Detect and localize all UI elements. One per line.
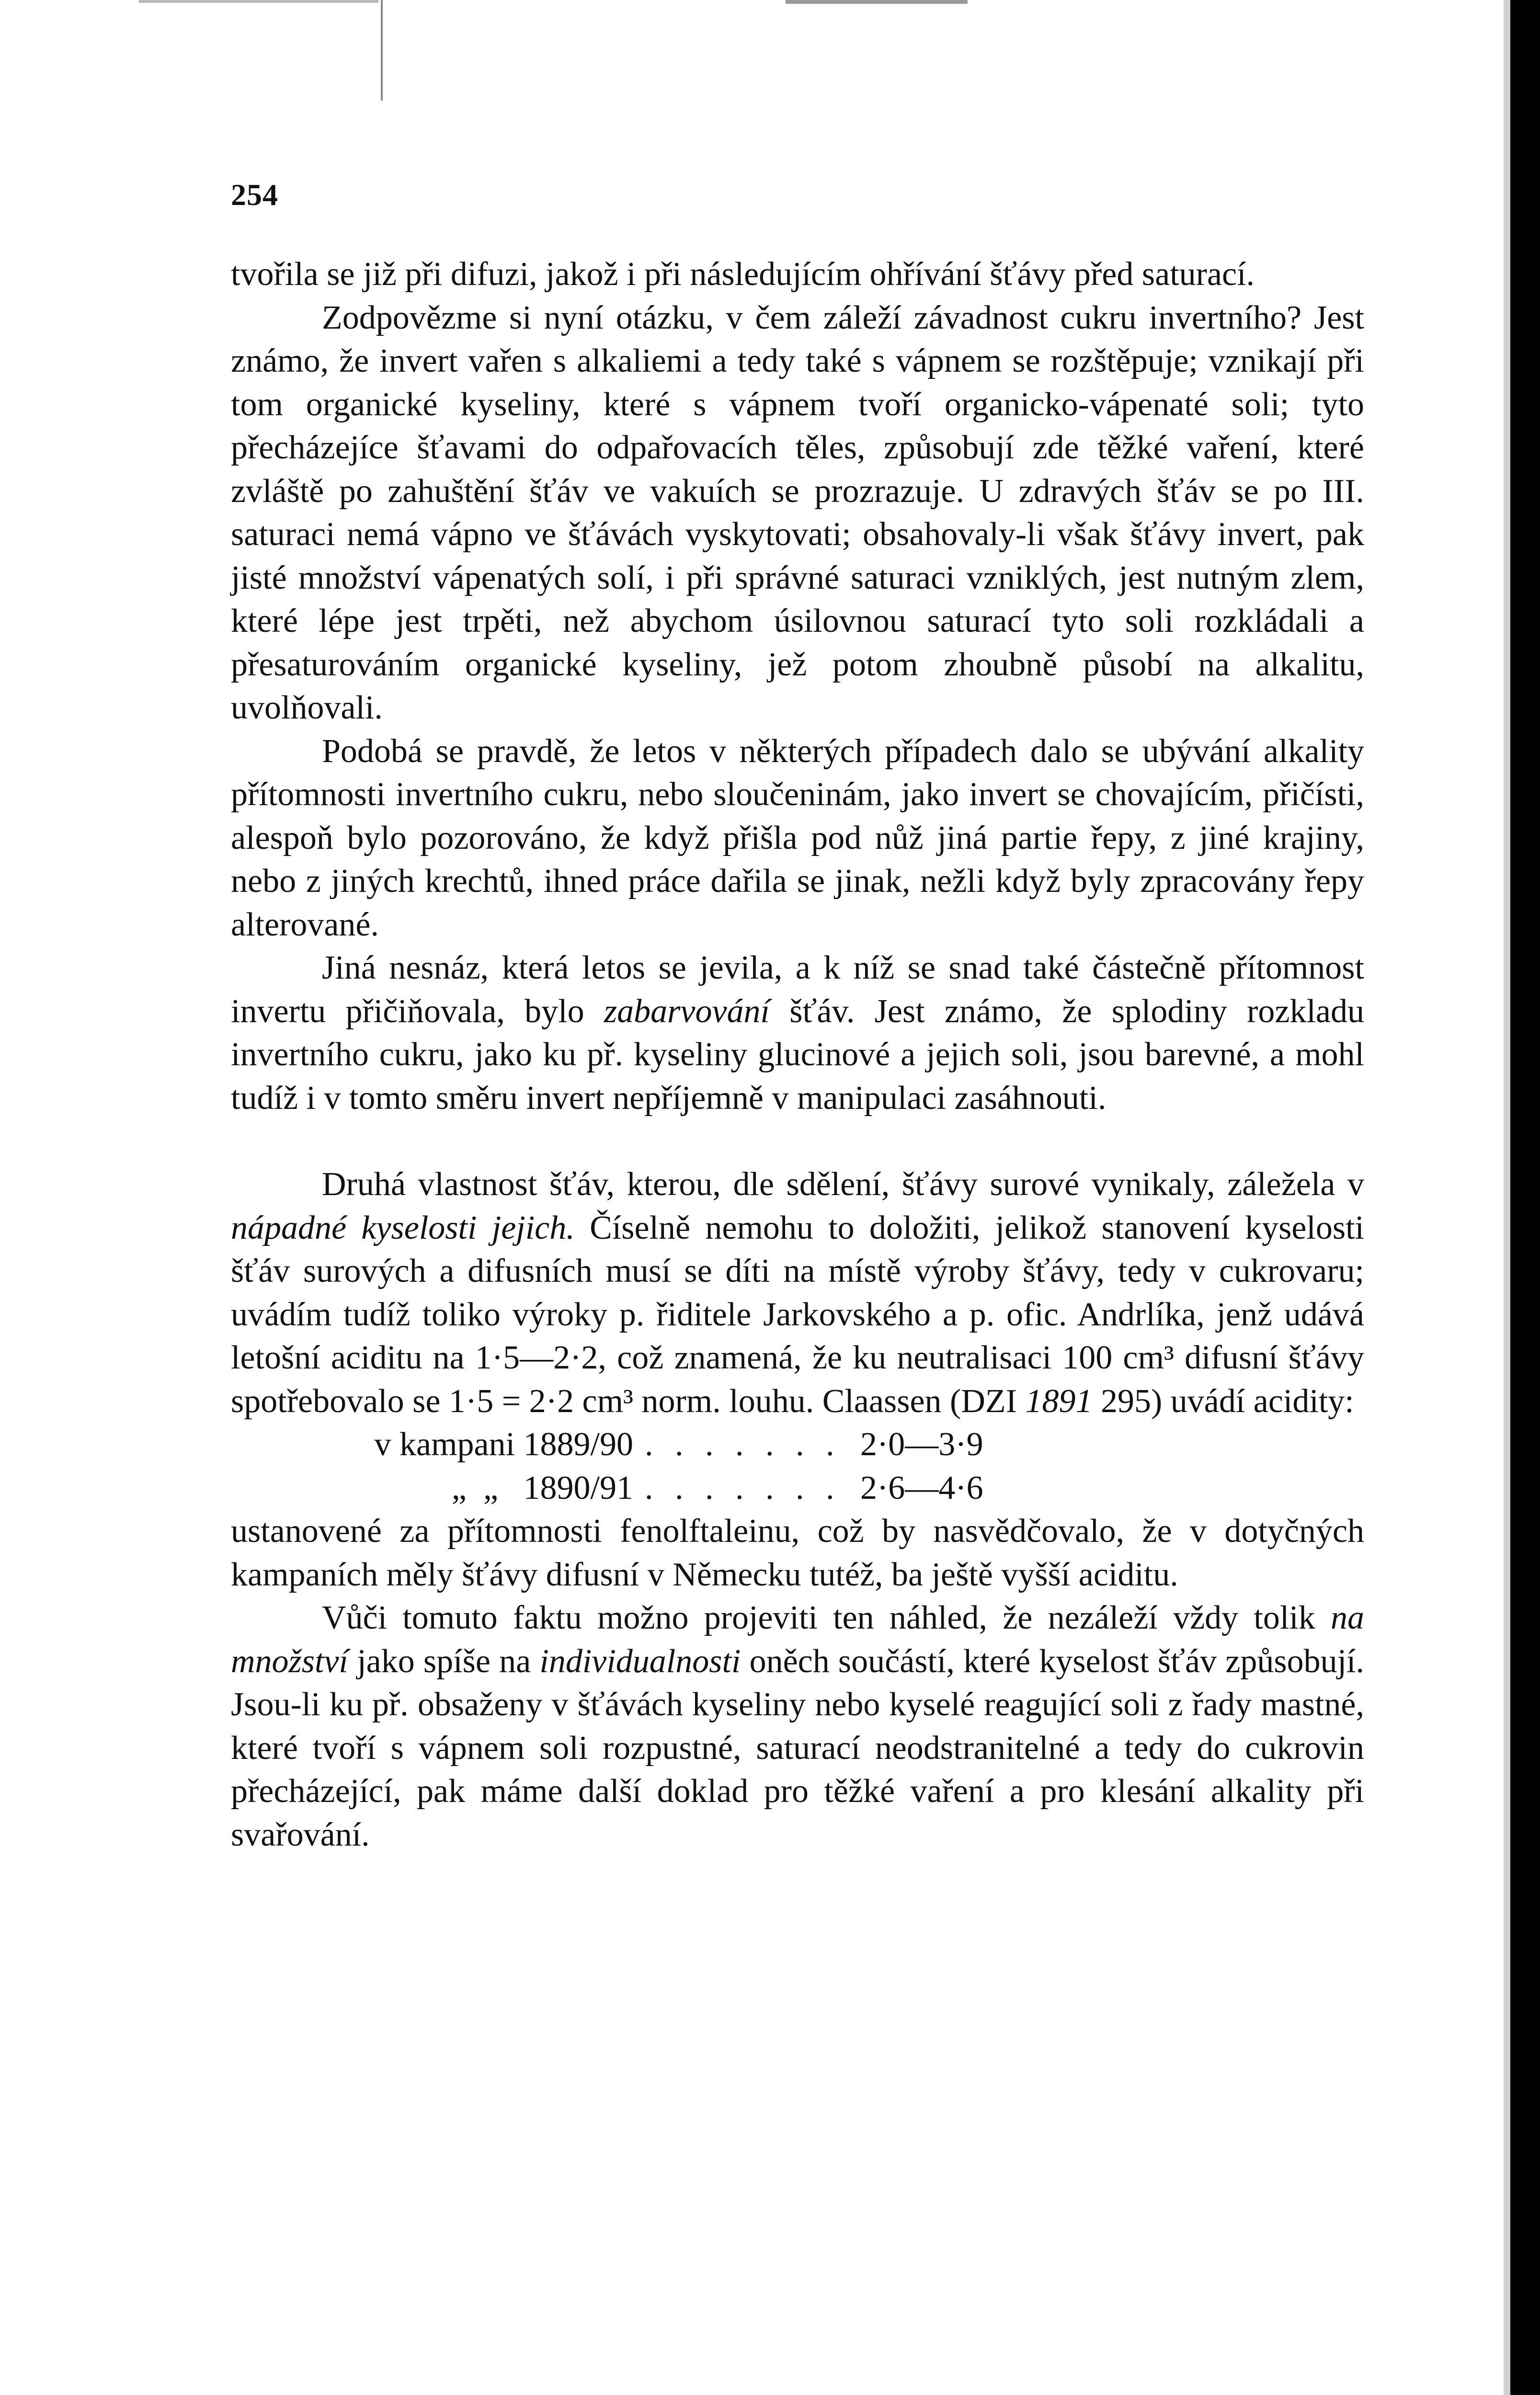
acidity-row [231, 1467, 1364, 1510]
acidity-row [231, 1423, 1364, 1467]
scan-border [1510, 0, 1540, 2395]
body-text [231, 253, 1364, 1857]
scan-mark [381, 0, 383, 101]
italic-text: nápadné kyselosti jejich. [231, 1209, 575, 1246]
italic-text: individualnosti [539, 1642, 741, 1680]
text-run: šťáv. Jest známo, že splodiny rozkladu invertního cukru, jako ku př. kyseliny glucinové a jejich soli, jsou barevné, a mohl tudíž i v tomto směru invert nepříjemně v manipulaci zasáhnouti. [231, 992, 1364, 1117]
scan-mark [786, 0, 968, 4]
text-run: Druhá vlastnost šťáv, kterou, dle sdělení, šťávy surové vynikaly, záležela v [322, 1166, 1364, 1203]
section-gap [231, 1120, 1364, 1163]
paragraph [231, 730, 1364, 947]
acidity-leader: . . . . . . . [645, 1469, 841, 1506]
text-run: 295) uvádí acidity: [1092, 1382, 1354, 1420]
paragraph [231, 1597, 1364, 1857]
acidity-value: 2·6—4·6 [860, 1469, 983, 1506]
paragraph [231, 1510, 1364, 1597]
paragraph [231, 947, 1364, 1120]
acidity-label: „ „ 1890/91 [451, 1469, 633, 1506]
acidity-label: v kampani 1889/90 [374, 1426, 633, 1463]
text-run: Jiná nesnáz, která letos se jevila, a k níž se snad také částečně přítomnost invertu přičiňovala, bylo [231, 949, 1364, 1030]
acidity-value: 2·0—3·9 [860, 1426, 983, 1463]
text-run: tvořila se již při difuzi, jakož i při následujícím ohřívání šťávy před saturací. [231, 256, 1255, 293]
italic-text: zabarvování [604, 992, 770, 1030]
text-run: Zodpovězme si nyní otázku, v čem záleží závadnost cukru invertního? Jest známo, že invert vařen s alkaliemi a tedy také s vápnem se rozštěpuje; vznikají při tom organické kyseliny, které s vápnem tvoří organicko-vápenaté soli; tyto přecházejíce šťavami do odpařovacích těles, způsobují zde těžké vaření, které zvláště po zahuštění šťáv ve vakuích se prozrazuje. U zdravých šťáv se po III. saturaci nemá vápno ve šťávách vyskytovati; obsahovaly-li však šťávy invert, pak jisté množství vápenatých solí, i při správné saturaci vzniklých, jest nutným zlem, které lépe jest trpěti, než abychom úsilovnou saturací tyto soli rozkládali a přesaturováním organické kyseliny, jež potom zhoubně působí na alkalitu, uvolňovali. [231, 299, 1364, 726]
text-run: Číselně nemohu to doložiti, jelikož stanovení kyselosti šťáv surových a difusních musí se díti na místě výroby šťávy, tedy v cukrovaru; uvádím tudíž toliko výroky p. řiditele Jarkovského a p. ofic. Andrlíka, jenž udává letošní aciditu na 1·5—2·2, což znamená, že ku neutralisaci 100 cm³ difusní šťávy spotřebovalo se 1·5 = 2·2 cm³ norm. louhu. Claassen (DZI [231, 1209, 1364, 1420]
text-run: oněch součástí, které kyselost šťáv způsobují. Jsou-li ku př. obsaženy v šťávách kyseliny nebo kyselé reagující soli z řady mastné, které tvoří s vápnem soli rozpustné, saturací neodstranitelné a tedy do cukrovin přecházející, pak máme další doklad pro těžké vaření a pro klesání alkality při svařování. [231, 1642, 1364, 1853]
italic-text: 1891 [1025, 1382, 1093, 1420]
text-run: jako spíše na [348, 1642, 540, 1680]
page-number: 254 [231, 178, 278, 212]
paragraph [231, 297, 1364, 730]
text-run: Vůči tomuto faktu možno projeviti ten náhled, že nezáleží vždy tolik [322, 1599, 1331, 1636]
scan-border-shade [1504, 0, 1510, 2395]
acidity-leader: . . . . . . . [645, 1426, 841, 1463]
paragraph [231, 1163, 1364, 1423]
paragraph [231, 253, 1364, 297]
scan-mark [139, 0, 378, 3]
text-run: ustanovené za přítomnosti fenolftaleinu, což by nasvědčovalo, že v dotyčných kampaních měly šťávy difusní v Německu tutéž, ba ještě vyšší aciditu. [231, 1513, 1364, 1593]
text-run: Podobá se pravdě, že letos v některých případech dalo se ubývání alkality přítomnosti invertního cukru, nebo sloučeninám, jako invert se chovajícím, přičísti, alespoň bylo pozorováno, že když přišla pod nůž jiná partie řepy, z jiné krajiny, nebo z jiných krechtů, ihned práce dařila se jinak, nežli když byly zpracovány řepy alterované. [231, 732, 1364, 943]
acidity-table [231, 1423, 1364, 1510]
italic-text: na množství [231, 1599, 1364, 1680]
